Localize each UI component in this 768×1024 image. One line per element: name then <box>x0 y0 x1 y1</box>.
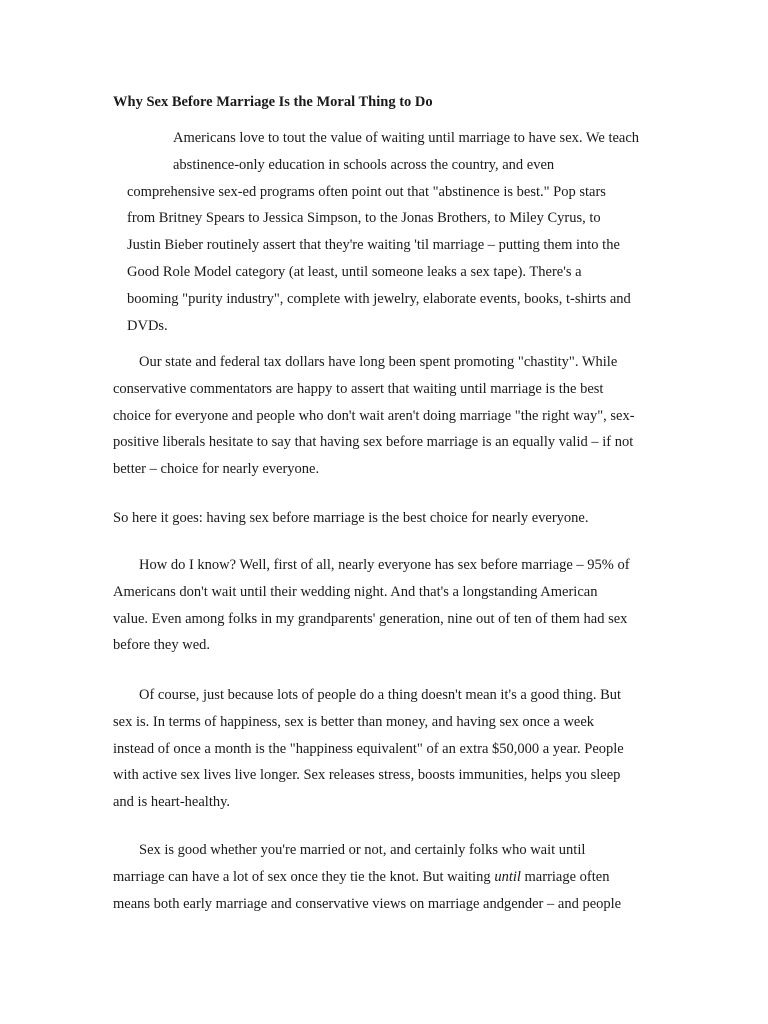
paragraph-line: abstinence-only education in schools across the country, and even <box>173 156 555 173</box>
paragraph-line: with active sex lives live longer. Sex releases stress, boosts immunities, helps you sleep <box>113 767 621 784</box>
paragraph-line: value. Even among folks in my grandparents' generation, nine out of ten of them had sex <box>113 610 628 627</box>
paragraph-line: Sex is good whether you're married or not, and certainly folks who wait until <box>139 842 586 858</box>
paragraph-line: DVDs. <box>127 317 168 334</box>
paragraph-1 <box>127 125 639 339</box>
paragraph-6 <box>113 837 621 917</box>
emphasis-until: until <box>494 868 521 885</box>
paragraph-line: choice for everyone and people who don't wait aren't doing marriage "the right way", sex- <box>113 407 635 424</box>
paragraph-line: instead of once a month is the "happiness equivalent" of an extra $50,000 a year. People <box>113 740 624 757</box>
paragraph-line: sex is. In terms of happiness, sex is better than money, and having sex once a week <box>113 713 595 730</box>
paragraph-line: Our state and federal tax dollars have long been spent promoting "chastity". While <box>139 354 618 370</box>
paragraph-line: positive liberals hesitate to say that having sex before marriage is an equally valid – if not <box>113 434 634 451</box>
paragraph-line: booming "purity industry", complete with jewelry, elaborate events, books, t-shirts and <box>127 290 631 307</box>
document-title: Why Sex Before Marriage Is the Moral Thing to Do <box>113 94 433 110</box>
paragraph-line: Americans love to tout the value of waiting until marriage to have sex. We teach <box>173 130 640 146</box>
text-run: marriage often <box>520 868 610 885</box>
paragraph-5 <box>113 682 624 816</box>
paragraph-line: from Britney Spears to Jessica Simpson, to the Jonas Brothers, to Miley Cyrus, to <box>127 210 601 227</box>
paragraph-line: conservative commentators are happy to assert that waiting until marriage is the best <box>113 380 604 397</box>
paragraph-4 <box>113 552 630 659</box>
paragraph-line: How do I know? Well, first of all, nearly everyone has sex before marriage – 95% of <box>139 557 630 573</box>
paragraph-line: So here it goes: having sex before marriage is the best choice for nearly everyone. <box>113 510 589 526</box>
paragraph-line: means both early marriage and conservative views on marriage andgender – and people <box>113 895 622 912</box>
paragraph-line: Justin Bieber routinely assert that they're waiting 'til marriage – putting them into the <box>127 237 620 254</box>
paragraph-2 <box>113 349 635 483</box>
paragraph-line: and is heart-healthy. <box>113 794 231 811</box>
paragraph-line: Good Role Model category (at least, until someone leaks a sex tape). There's a <box>127 263 582 280</box>
paragraph-line <box>113 864 621 891</box>
paragraph-line: better – choice for nearly everyone. <box>113 461 320 478</box>
paragraph-3 <box>113 505 589 532</box>
text-run: marriage can have a lot of sex once they tie the knot. But waiting <box>113 868 495 885</box>
paragraph-line: Of course, just because lots of people do a thing doesn't mean it's a good thing. But <box>139 687 622 703</box>
paragraph-line: Americans don't wait until their wedding night. And that's a longstanding American <box>113 583 598 600</box>
paragraph-line: before they wed. <box>113 637 211 654</box>
paragraph-line: comprehensive sex-ed programs often point out that "abstinence is best." Pop stars <box>127 183 606 200</box>
